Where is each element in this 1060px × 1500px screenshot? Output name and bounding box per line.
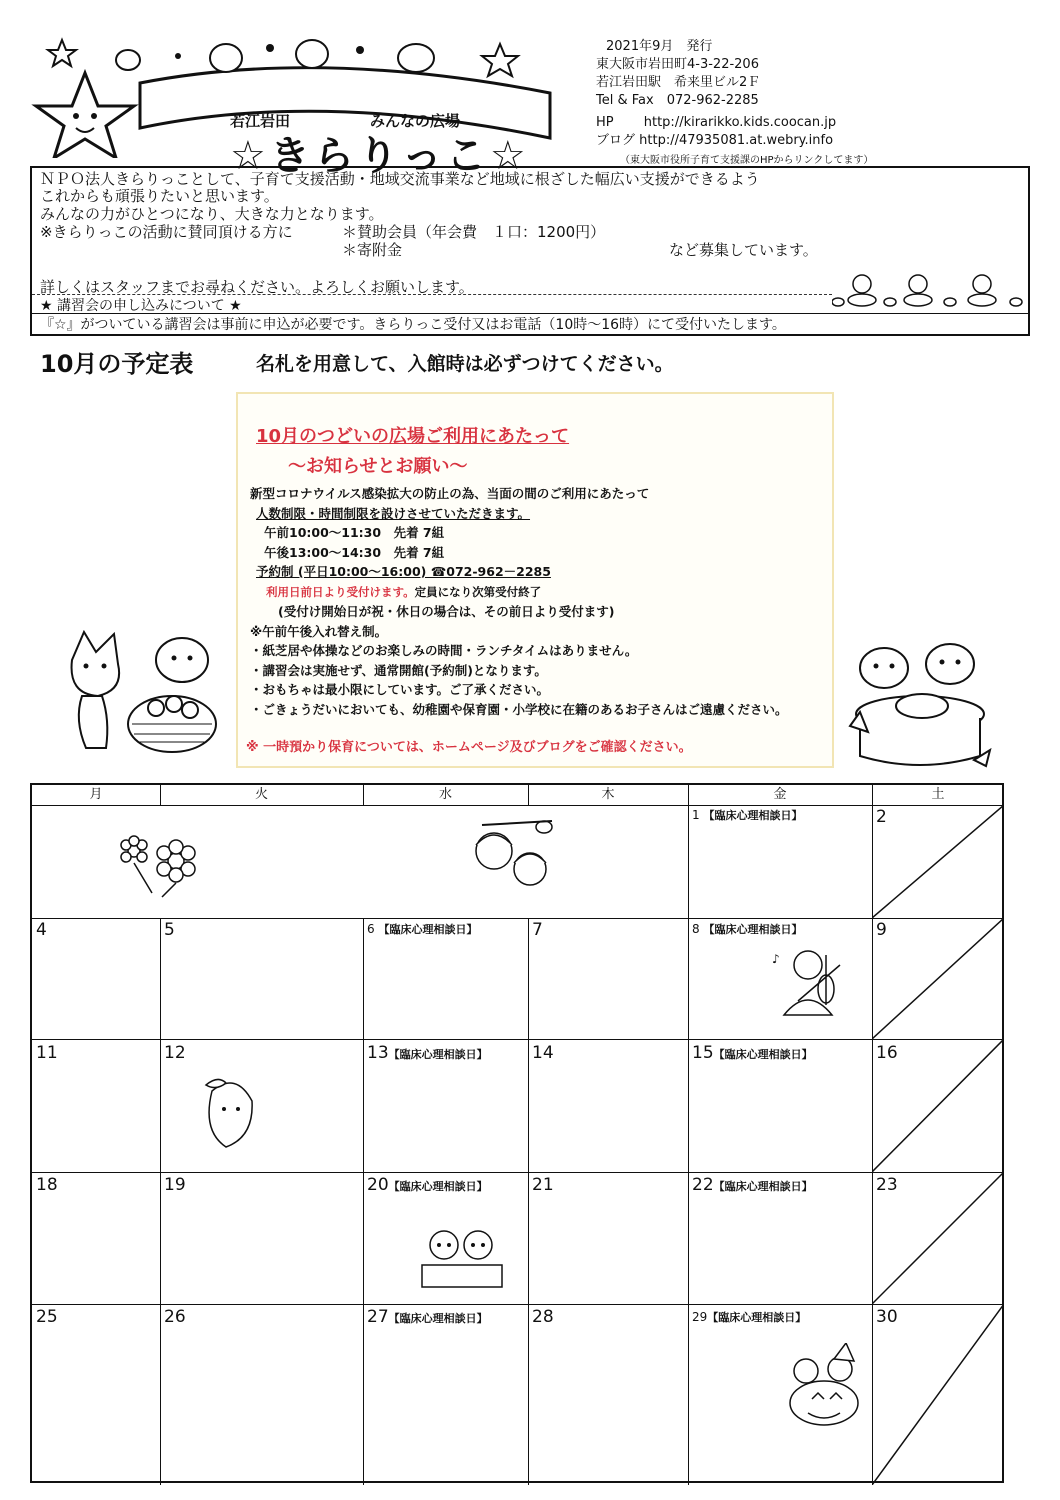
- calendar-day-29[interactable]: 29【臨床心理相談日】: [692, 1310, 807, 1324]
- grid-line: [363, 785, 364, 805]
- calendar-day-25[interactable]: 25: [36, 1307, 58, 1327]
- notice-line-1: ＮＰＯ法人きらりっことして、子育て支援活動・地域交流事業など地域に根ざした幅広い支援ができるよう: [40, 170, 760, 188]
- weekday-fri: 金: [773, 787, 787, 802]
- calendar-day-6[interactable]: 6 【臨床心理相談日】: [367, 922, 478, 936]
- address-line-2: 若江岩田駅 希来里ビル2Ｆ: [596, 75, 761, 90]
- info-line: 午後13:00～14:30 先着 7組: [264, 544, 445, 560]
- calendar-day-16[interactable]: 16: [876, 1043, 898, 1063]
- event-label: 【臨床心理相談日】: [713, 1048, 813, 1061]
- flowers-illustration: [112, 833, 222, 903]
- info-line: 人数制限・時間制限を設けさせていただきます。: [256, 505, 531, 521]
- notice-line-3: みんなの力がひとつになり、大きな力となります。: [40, 205, 384, 223]
- grid-line: [160, 785, 161, 805]
- calendar-day-19[interactable]: 19: [164, 1175, 186, 1195]
- blog-url[interactable]: ブログ http://47935081.at.webry.info: [596, 133, 834, 148]
- kids-illustration: [832, 270, 1032, 310]
- weekday-thu: 木: [601, 787, 615, 802]
- info-line-red: 利用日前日より受付けます。: [266, 584, 415, 599]
- notice-line-6: 詳しくはスタッフまでお尋ねください。よろしくお願いします。: [40, 278, 474, 296]
- grid-line: [32, 805, 1002, 806]
- notice-line-5b: など募集しています。: [669, 241, 818, 259]
- calendar-day-4[interactable]: 4: [36, 920, 47, 940]
- address-line-1: 東大阪市岩田町4-3-22-206: [596, 57, 759, 72]
- notice-line-2: これからも頑張りたいと思います。: [40, 187, 279, 205]
- calendar-day-8[interactable]: 8 【臨床心理相談日】: [692, 922, 803, 936]
- calendar-day-13[interactable]: 13【臨床心理相談日】: [367, 1043, 488, 1063]
- homepage-url[interactable]: HP http://kirarikko.kids.coocan.jp: [596, 115, 837, 130]
- notice-line-4a: ※きらりっこの活動に賛同頂ける方に: [40, 223, 293, 241]
- weekday-mon: 月: [89, 787, 103, 802]
- calendar-day-28[interactable]: 28: [532, 1307, 554, 1327]
- calendar-day-2[interactable]: 2: [876, 807, 887, 827]
- calendar-day-14[interactable]: 14: [532, 1043, 554, 1063]
- calendar-day-1[interactable]: 1 【臨床心理相談日】: [692, 808, 803, 822]
- weekday-sat: 土: [931, 787, 945, 802]
- notice-line-5a: ＊寄附金: [342, 241, 403, 259]
- info-subtitle: ～お知らせとお願い～: [288, 456, 468, 477]
- tel-fax: Tel & Fax 072-962-2285: [596, 93, 759, 108]
- grid-line: [32, 918, 1002, 919]
- lecture-body: 『☆』がついている講習会は事前に申込が必要です。きらりっこ受付又はお電話（10時～16時）にて受付いたします。: [40, 317, 786, 333]
- saturday-diagonal: [872, 1304, 1004, 1485]
- grid-line: [528, 918, 529, 1485]
- event-label: 【臨床心理相談日】: [707, 1311, 807, 1324]
- info-line: ・おもちゃは最小限にしています。ご了承ください。: [250, 682, 550, 697]
- info-title: 10月のつどいの広場ご利用にあたって: [256, 426, 570, 447]
- logo-subtitle-right: みんなの広場: [370, 112, 461, 130]
- calendar-day-9[interactable]: 9: [876, 920, 887, 940]
- event-label: 【臨床心理相談日】: [388, 1312, 488, 1325]
- info-line: ・ごきょうだいにおいても、幼稚園や保育園・小学校に在籍のあるお子さんはご遠慮ください。: [250, 701, 788, 717]
- event-label: 【臨床心理相談日】: [388, 1180, 488, 1193]
- info-line: ・紙芝居や体操などのお楽しみの時間・ランチタイムはありません。: [250, 643, 638, 658]
- calendar-day-12[interactable]: 12: [164, 1043, 186, 1063]
- calendar-day-20[interactable]: 20【臨床心理相談日】: [367, 1175, 488, 1195]
- calendar-day-26[interactable]: 26: [164, 1307, 186, 1327]
- calendar-day-30[interactable]: 30: [876, 1307, 898, 1327]
- grid-line: [32, 1039, 1002, 1040]
- grid-line: [160, 918, 161, 1485]
- calendar-day-7[interactable]: 7: [532, 920, 543, 940]
- calendar-day-23[interactable]: 23: [876, 1175, 898, 1195]
- schedule-title: 10月の予定表: [40, 350, 194, 378]
- calendar-day-5[interactable]: 5: [164, 920, 175, 940]
- grid-line: [32, 1304, 1002, 1305]
- svg-text:♪: ♪: [772, 952, 780, 966]
- event-label: 【臨床心理相談日】: [378, 923, 478, 936]
- info-line: 午前10:00～11:30 先着 7組: [264, 525, 445, 540]
- october-calendar: [30, 783, 1004, 1483]
- notice-line-4b: ＊賛助会員（年会費 １口：1200円）: [342, 223, 606, 241]
- calendar-day-15[interactable]: 15【臨床心理相談日】: [692, 1043, 813, 1063]
- sweet-potato-illustration: [196, 1071, 266, 1151]
- grid-line: [363, 918, 364, 1485]
- link-note: （東大阪市役所子育て支援課のHPからリンクしてます）: [620, 155, 874, 166]
- event-label: 【臨床心理相談日】: [713, 1180, 813, 1193]
- info-line: 新型コロナウイルス感染拡大の防止の為、当面の間のご利用にあたって: [250, 486, 650, 501]
- npo-notice-box: [30, 166, 1030, 336]
- grid-line: [32, 1172, 1002, 1173]
- info-line: 定員になり次第受付終了: [414, 584, 542, 599]
- logo-subtitle-left: 若江岩田: [230, 112, 291, 130]
- cat-tiger-basket-illustration: [62, 630, 222, 760]
- lecture-title: ★ 講習会の申し込みについて ★: [40, 298, 242, 314]
- info-line: ※午前午後入れ替え制。: [250, 623, 388, 639]
- contact-info: [596, 38, 874, 166]
- issue-date: 2021年9月 発行: [606, 39, 713, 54]
- calendar-day-21[interactable]: 21: [532, 1175, 554, 1195]
- info-footnote: ※ 一時預かり保育については、ホームページ及びブログをご確認ください。: [246, 740, 692, 755]
- info-line: (受付け開始日が祝・休日の場合は、その前日より受付ます): [278, 604, 615, 619]
- children-table-illustration: [416, 1225, 506, 1295]
- halloween-pumpkin-illustration: [784, 1343, 864, 1429]
- animals-on-stump-illustration: [846, 640, 996, 770]
- calendar-day-27[interactable]: 27【臨床心理相談日】: [367, 1307, 488, 1327]
- event-label: 【臨床心理相談日】: [703, 809, 803, 822]
- calendar-day-18[interactable]: 18: [36, 1175, 58, 1195]
- event-label: 【臨床心理相談日】: [388, 1048, 488, 1061]
- calendar-day-22[interactable]: 22【臨床心理相談日】: [692, 1175, 813, 1195]
- info-body: [250, 484, 788, 719]
- weekday-tue: 火: [254, 787, 268, 802]
- calendar-day-11[interactable]: 11: [36, 1043, 58, 1063]
- saturday-diagonal: [872, 805, 1004, 918]
- usage-info-box: [236, 392, 834, 768]
- logo-title: ☆きらりっこ☆: [230, 133, 530, 179]
- schedule-note: 名札を用意して、入館時は必ずつけてください。: [256, 353, 674, 375]
- grid-line: [688, 785, 689, 1485]
- weekday-wed: 水: [438, 787, 452, 802]
- event-label: 【臨床心理相談日】: [703, 923, 803, 936]
- acorn-kids-illustration: [462, 815, 562, 895]
- info-line: 予約制 (平日10:00～16:00) ☎072-962－2285: [256, 564, 551, 579]
- violin-girl-illustration: [768, 945, 858, 1025]
- kirarikko-logo: [30, 28, 590, 179]
- grid-line: [528, 785, 529, 805]
- saturday-diagonal: [872, 918, 1004, 1039]
- info-line: ・講習会は実施せず、通常開館(予約制)となります。: [250, 662, 547, 678]
